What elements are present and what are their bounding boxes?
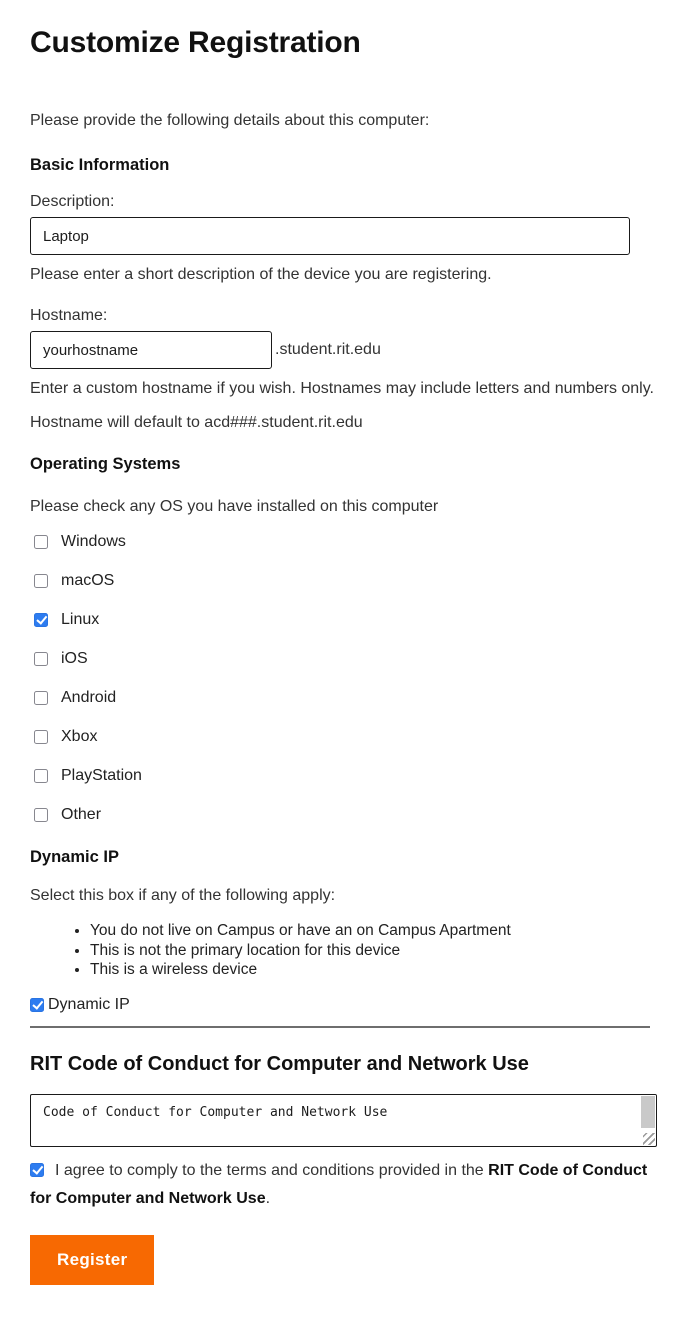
os-option-android[interactable]: [34, 678, 656, 717]
agreement-text: I agree to comply to the terms and conditions provided in the: [55, 1161, 489, 1179]
os-option-windows[interactable]: [34, 522, 656, 561]
ios-checkbox[interactable]: [34, 652, 48, 666]
os-option-linux[interactable]: [34, 600, 656, 639]
operating-systems-heading: Operating Systems: [30, 455, 181, 473]
dynamic-ip-checkbox-label: Dynamic IP: [48, 995, 130, 1013]
os-option-label: Other: [61, 805, 102, 823]
description-field-group: [30, 193, 656, 289]
bullet-item: • This is a wireless device: [90, 960, 656, 980]
description-label: Description:: [30, 193, 115, 210]
dynamic-ip-heading: Dynamic IP: [30, 848, 119, 866]
dynamic-ip-checkbox[interactable]: [30, 998, 44, 1012]
code-of-conduct-textarea[interactable]: [30, 1094, 657, 1147]
hostname-row: [30, 331, 656, 369]
dynamic-ip-checkbox-row[interactable]: [30, 996, 656, 1014]
hostname-suffix: .student.rit.edu: [275, 341, 381, 358]
dynamic-ip-instruction: Select this box if any of the following apply:: [30, 887, 336, 904]
os-option-label: Windows: [61, 532, 126, 550]
agreement-bold-text: RIT Code of Conduct for Computer and Network Use: [30, 1161, 648, 1207]
textarea-resize-grip[interactable]: [643, 1133, 655, 1145]
os-option-label: Android: [61, 688, 117, 706]
agreement-text-period: .: [265, 1189, 271, 1207]
textarea-scrollbar-thumb[interactable]: [641, 1096, 655, 1128]
os-option-playstation[interactable]: [34, 756, 656, 795]
code-of-conduct-heading: RIT Code of Conduct for Computer and Network Use: [30, 1052, 529, 1075]
register-button[interactable]: Register: [30, 1235, 154, 1285]
os-option-label: macOS: [61, 571, 115, 589]
bullet-item: • This is not the primary location for this device: [90, 941, 656, 961]
hostname-field-group: [30, 307, 656, 437]
dynamic-ip-bullet-list: [30, 921, 656, 980]
section-divider: [30, 1026, 650, 1028]
intro-text: Please provide the following details about this computer:: [30, 112, 430, 129]
os-checkbox-list: [30, 522, 656, 834]
agreement-checkbox[interactable]: [30, 1163, 44, 1177]
code-of-conduct-text: Code of Conduct for Computer and Network Use: [43, 1104, 388, 1120]
description-input[interactable]: [30, 217, 630, 255]
os-option-macos[interactable]: [34, 561, 656, 600]
hostname-label: Hostname:: [30, 307, 108, 324]
hostname-input[interactable]: [30, 331, 272, 369]
description-help-text: Please enter a short description of the device you are registering.: [30, 266, 492, 283]
basic-information-heading: Basic Information: [30, 156, 170, 174]
xbox-checkbox[interactable]: [34, 730, 48, 744]
other-checkbox[interactable]: [34, 808, 48, 822]
os-instruction: Please check any OS you have installed on this computer: [30, 498, 439, 515]
os-option-xbox[interactable]: [34, 717, 656, 756]
hostname-default-note: Hostname will default to acd###.student.rit.edu: [30, 414, 363, 431]
windows-checkbox[interactable]: [34, 535, 48, 549]
os-option-ios[interactable]: [34, 639, 656, 678]
macos-checkbox[interactable]: [34, 574, 48, 588]
linux-checkbox[interactable]: [34, 613, 48, 627]
os-option-label: iOS: [61, 649, 88, 667]
os-option-label: Xbox: [61, 727, 98, 745]
agreement-row[interactable]: [30, 1157, 656, 1213]
bullet-item: • You do not live on Campus or have an on Campus Apartment: [90, 921, 656, 941]
playstation-checkbox[interactable]: [34, 769, 48, 783]
hostname-help-text: Enter a custom hostname if you wish. Hostnames may include letters and numbers only.: [30, 380, 654, 397]
page-title: Customize Registration: [30, 26, 361, 59]
android-checkbox[interactable]: [34, 691, 48, 705]
os-option-other[interactable]: [34, 795, 656, 834]
os-option-label: Linux: [61, 610, 100, 628]
os-option-label: PlayStation: [61, 766, 142, 784]
textarea-scrollbar-track[interactable]: [640, 1095, 656, 1133]
